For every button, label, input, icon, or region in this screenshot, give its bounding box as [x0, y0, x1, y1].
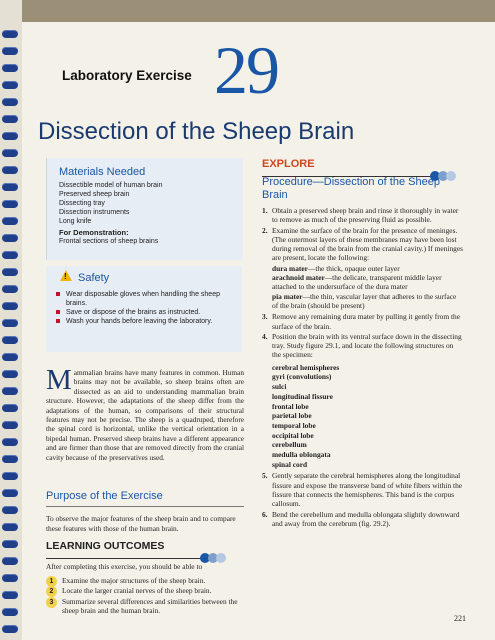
step-text: Remove any remaining dura mater by pulling it gently from the surface of the brain. — [272, 312, 461, 331]
outcome-number-badge: 3 — [46, 597, 57, 608]
outcome-number-badge: 1 — [46, 576, 57, 587]
binding-ring — [2, 217, 18, 225]
meninges-desc: —the delicate, transparent middle layer attached to the undersurface of the dura mater — [272, 273, 442, 292]
binding-ring — [2, 472, 18, 480]
rule-line — [46, 558, 202, 559]
procedure-step — [262, 471, 464, 508]
meninges-term: pia mater — [272, 291, 303, 301]
step-number: 6. — [262, 509, 268, 519]
outcome-text: Examine the major structures of the sheep brain. — [62, 576, 206, 585]
structure-term: cerebral hemispheres — [272, 362, 340, 372]
drop-cap: M — [46, 364, 72, 396]
structure-term: frontal lobe — [272, 401, 309, 411]
outcome-text: Summarize several differences and similarities between the sheep brain and the human brain. — [62, 596, 238, 616]
binding-ring — [2, 98, 18, 106]
step-number: 5. — [262, 471, 268, 481]
binding-ring — [2, 404, 18, 412]
learning-outcomes-heading: LEARNING OUTCOMES — [46, 540, 165, 552]
binding-ring — [2, 234, 18, 242]
demonstration-item: Frontal sections of sheep brains — [59, 238, 159, 245]
binding-ring — [2, 132, 18, 140]
outcome-text: Locate the larger cranial nerves of the sheep brain. — [62, 586, 212, 596]
outcome-number-badge: 2 — [46, 586, 57, 597]
materials-item: Dissectible model of human brain — [59, 182, 163, 189]
binding-ring — [2, 574, 18, 582]
spiral-binding — [0, 0, 22, 640]
binding-ring — [2, 438, 18, 446]
procedure-step — [262, 510, 464, 529]
binding-ring — [2, 268, 18, 276]
binding-ring — [2, 455, 18, 463]
structure-term: temporal lobe — [272, 420, 316, 430]
step-number: 2. — [262, 225, 268, 235]
safety-item: Wash your hands before leaving the laboratory. — [56, 317, 238, 326]
step-number: 4. — [262, 331, 268, 341]
binding-ring — [2, 506, 18, 514]
procedure-step — [262, 226, 464, 263]
binding-ring — [2, 302, 18, 310]
intro-paragraph — [46, 364, 244, 462]
procedure-heading: Procedure—Dissection of the Sheep Brain — [262, 176, 440, 201]
step-text: Position the brain with its ventral surface down in the dissecting tray. Study figure 29.1, and locate the following structures on the specimen: — [272, 331, 462, 360]
meninges-item — [262, 292, 464, 311]
materials-heading: Materials Needed — [59, 166, 146, 178]
binding-top-strip — [0, 0, 495, 22]
binding-ring — [2, 319, 18, 327]
binding-ring — [2, 421, 18, 429]
structure-term: parietal lobe — [272, 411, 312, 421]
materials-item: Long knife — [59, 218, 92, 225]
binding-ring — [2, 336, 18, 344]
structure-term: longitudinal fissure — [272, 391, 333, 401]
meninges-term: arachnoid mater — [272, 273, 325, 283]
materials-item: Dissecting tray — [59, 200, 105, 207]
page-title: Dissection of the Sheep Brain — [38, 118, 355, 145]
binding-ring — [2, 353, 18, 361]
binding-ring — [2, 557, 18, 565]
safety-list — [56, 290, 238, 326]
binding-ring — [2, 81, 18, 89]
binding-ring — [2, 523, 18, 531]
binding-ring — [2, 200, 18, 208]
step-text: Gently separate the cerebral hemispheres along the longitudinal fissure and expose the transverse band of white fibers within the fissure that connects the hemispheres. This band is the corpus callosum. — [272, 471, 463, 509]
structure-term: medulla oblongata — [272, 450, 331, 460]
learning-outcomes-list — [46, 576, 246, 617]
purpose-divider — [46, 506, 244, 507]
binding-ring — [2, 47, 18, 55]
explore-label: EXPLORE — [262, 158, 315, 170]
structure-term: sulci — [272, 382, 287, 392]
binding-ring — [2, 608, 18, 616]
learning-outcome-item — [46, 597, 246, 616]
step-text: Examine the surface of the brain for the presence of meninges. (The outermost layers of these membranes may have been lost during removal of the brain from the cranial cavity.) If meninges are present, locate the following: — [272, 225, 463, 263]
binding-ring — [2, 489, 18, 497]
lab-exercise-number: 29 — [214, 32, 278, 108]
step-number: 3. — [262, 312, 268, 322]
meninges-desc: —the thick, opaque outer layer — [307, 263, 400, 273]
intro-text: ammalian brains have many features in common. Human brains may not be available, so sheep brains often are dissected as an aid to understanding mammalian brain structure. However, the adaptations of the sheep differ from the adaptations of the human, so comparisons of their structural features may not be precise. The sheep is a quadruped, therefore the spinal cord is horizontal, unlike the vertical orientation in a bipedal human. Preserved sheep brains have a different appearance and are firmer than those that are removed directly from the cranial cavity because of the preservatives used. — [46, 368, 244, 462]
learning-outcome-item — [46, 576, 246, 585]
procedure-step — [262, 206, 464, 225]
safety-panel — [46, 266, 242, 352]
meninges-desc: —the thin, vascular layer that adheres to the surface of the brain (should be present) — [272, 291, 457, 310]
step-text: Bend the cerebellum and medulla oblongata slightly downward and away from the cerebrum (fig. 29.2). — [272, 509, 460, 528]
step-number: 1. — [262, 206, 268, 215]
step-text: Obtain a preserved sheep brain and rinse it thoroughly in water to remove as much of the preserving fluid as possible. — [272, 206, 459, 225]
safety-item: Save or dispose of the brains as instructed. — [56, 308, 238, 317]
arrow-circle-icon — [446, 171, 456, 181]
procedure-step — [262, 312, 464, 331]
page-number: 221 — [454, 614, 466, 623]
binding-ring — [2, 540, 18, 548]
procedure-steps — [262, 206, 464, 529]
structure-term: cerebellum — [272, 440, 307, 450]
procedure-step — [262, 332, 464, 360]
purpose-heading: Purpose of the Exercise — [46, 490, 163, 502]
binding-ring — [2, 149, 18, 157]
learning-outcome-item — [46, 586, 246, 595]
safety-item: Wear disposable gloves when handling the sheep brains. — [56, 290, 238, 308]
binding-ring — [2, 370, 18, 378]
demonstration-heading: For Demonstration: — [59, 228, 129, 237]
warning-exclamation-icon: ! — [64, 272, 67, 281]
purpose-text: To observe the major features of the sheep brain and to compare these features with those of the human brain. — [46, 514, 236, 533]
meninges-item — [262, 273, 464, 292]
materials-item: Preserved sheep brain — [59, 191, 130, 198]
binding-ring — [2, 387, 18, 395]
binding-ring — [2, 625, 18, 633]
binding-ring — [2, 591, 18, 599]
structure-term: spinal cord — [272, 459, 308, 469]
materials-item: Dissection instruments — [59, 209, 130, 216]
binding-ring — [2, 30, 18, 38]
binding-ring — [2, 251, 18, 259]
binding-ring — [2, 285, 18, 293]
meninges-term: dura mater — [272, 263, 308, 273]
materials-panel — [46, 158, 243, 260]
meninges-item — [262, 264, 464, 273]
binding-ring — [2, 166, 18, 174]
learning-outcomes-intro: After completing this exercise, you should be able to — [46, 562, 203, 571]
lab-exercise-label: Laboratory Exercise — [62, 68, 192, 83]
structure-term: gyri (convolutions) — [272, 372, 332, 382]
structure-term: occipital lobe — [272, 430, 314, 440]
binding-ring — [2, 64, 18, 72]
binding-ring — [2, 183, 18, 191]
binding-ring — [2, 115, 18, 123]
structures-list — [262, 363, 464, 470]
safety-heading: Safety — [78, 272, 110, 284]
